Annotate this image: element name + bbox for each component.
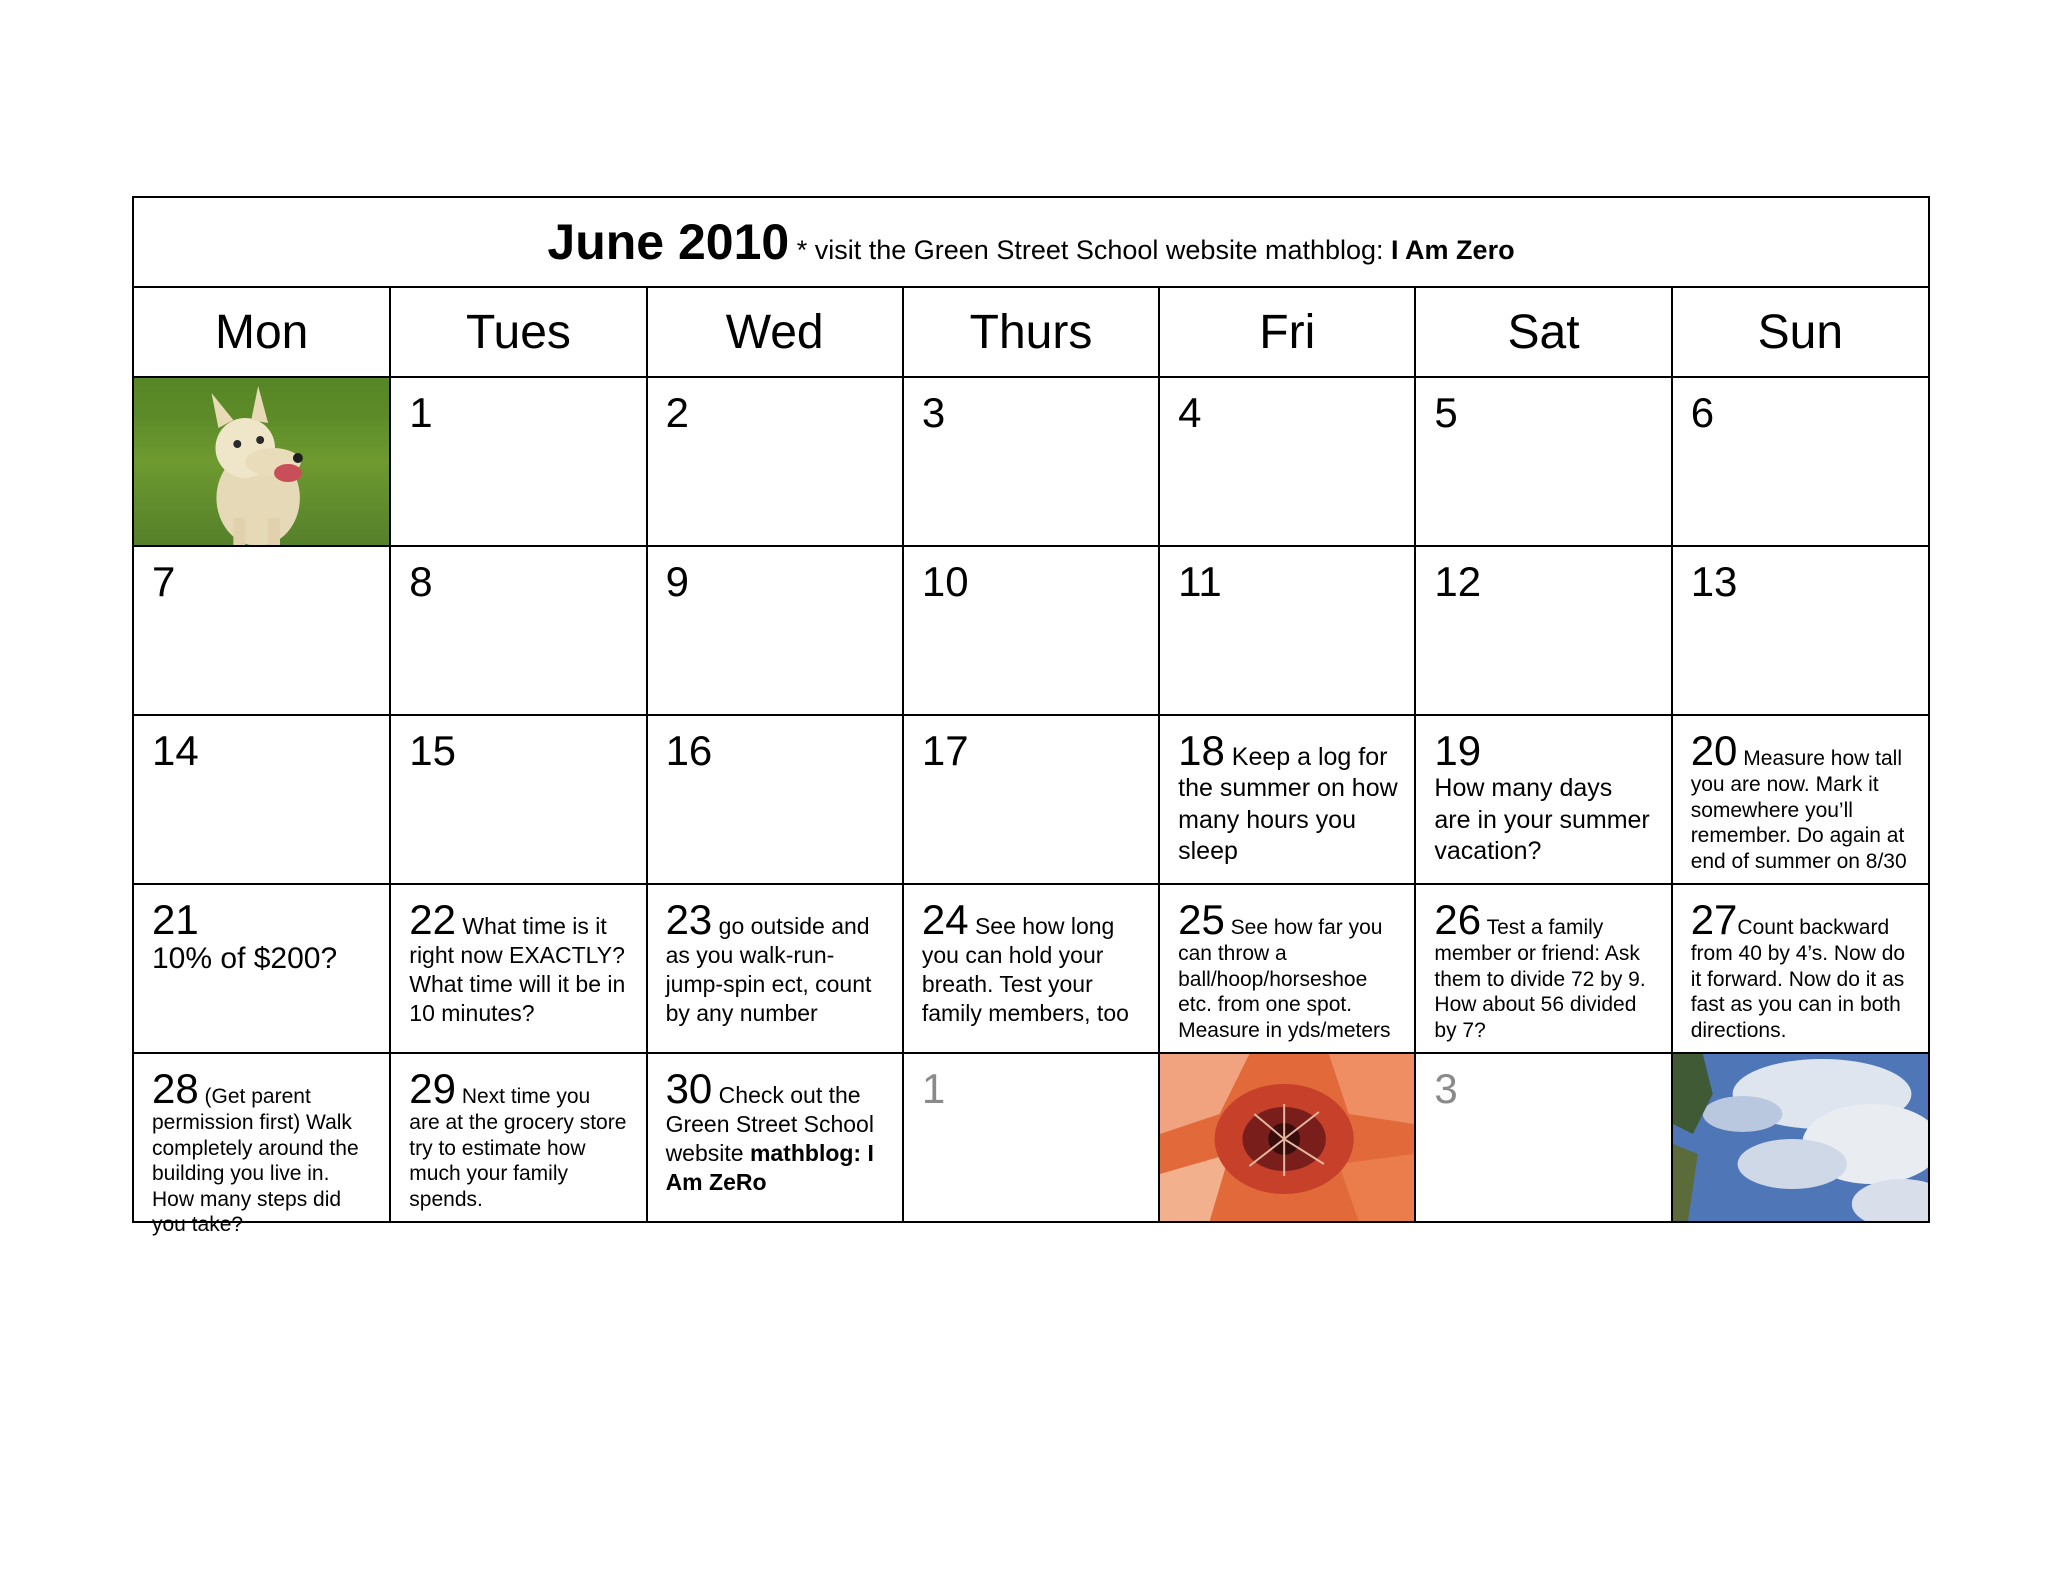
activity-note: Count backward bbox=[1737, 916, 1890, 939]
activity-note: right now EXACTLY? What time will it be in 10 minutes? bbox=[409, 942, 626, 1026]
day-number: 17 bbox=[921, 727, 969, 774]
day-number: 7 bbox=[152, 558, 176, 605]
day-cell bbox=[133, 715, 390, 884]
day-number: 14 bbox=[152, 727, 199, 774]
activity-note: Test a family bbox=[1481, 916, 1604, 939]
day-cell bbox=[1672, 546, 1929, 715]
day-number: 16 bbox=[665, 727, 713, 774]
activity-note: you can hold your breath. Test your family members, too bbox=[921, 942, 1129, 1026]
day-cell bbox=[1672, 715, 1929, 884]
activity-note: How many days are in your summer vacation? bbox=[1434, 774, 1650, 865]
blog-name: I Am Zero bbox=[1391, 235, 1515, 265]
activity-note: Measure how tall bbox=[1737, 747, 1902, 770]
day-cell bbox=[1159, 377, 1415, 546]
day-cell-next-month bbox=[1415, 1053, 1671, 1222]
activity-note: as you walk-run-jump-spin ect, count by any number bbox=[665, 942, 872, 1026]
dog-photo-cell bbox=[133, 377, 390, 546]
day-cell bbox=[133, 1053, 390, 1237]
day-number: 2 bbox=[665, 389, 689, 436]
activity-note: the summer on how many hours you sleep bbox=[1178, 774, 1398, 865]
day-number: 27 bbox=[1690, 896, 1738, 943]
day-number: 15 bbox=[409, 727, 456, 774]
day-cell bbox=[647, 884, 903, 1053]
day-number: 3 bbox=[921, 389, 946, 436]
day-cell bbox=[1159, 546, 1415, 715]
day-cell bbox=[390, 377, 646, 546]
activity-note: are at the grocery store try to estimate how much your family spends. bbox=[409, 1111, 627, 1211]
day-cell bbox=[133, 884, 390, 1053]
activity-note: Check out the bbox=[712, 1082, 861, 1108]
day-cell bbox=[1672, 884, 1929, 1053]
day-cell bbox=[1159, 884, 1415, 1053]
activity-note: permission first) Walk completely around the building you live in. How many steps did you take? bbox=[152, 1111, 359, 1237]
day-number: 29 bbox=[409, 1065, 456, 1112]
activity-note: 10% of $200? bbox=[152, 942, 338, 975]
weekday-tues: Tues bbox=[390, 287, 646, 377]
activity-note: go outside and bbox=[712, 913, 870, 939]
day-cell bbox=[903, 546, 1159, 715]
day-cell bbox=[1159, 715, 1415, 884]
title-note: * visit the Green Street School website mathblog: bbox=[789, 235, 1392, 265]
day-number: 19 bbox=[1434, 727, 1482, 774]
calendar bbox=[132, 196, 1930, 1237]
day-number: 13 bbox=[1690, 558, 1738, 605]
activity-note: you are now. Mark it somewhere you’ll remember. Do again at end of summer on 8/30 bbox=[1690, 773, 1907, 873]
day-cell bbox=[133, 546, 390, 715]
calendar-title bbox=[133, 197, 1929, 287]
weekday-wed: Wed bbox=[647, 287, 903, 377]
calendar-table bbox=[132, 196, 1930, 1237]
flower-photo-cell bbox=[1159, 1053, 1415, 1222]
weekday-thurs: Thurs bbox=[903, 287, 1159, 377]
day-number: 24 bbox=[921, 896, 969, 943]
day-number: 18 bbox=[1178, 727, 1225, 774]
weekday-mon: Mon bbox=[133, 287, 390, 377]
day-cell bbox=[647, 715, 903, 884]
day-cell bbox=[647, 546, 903, 715]
activity-note: (Get parent bbox=[198, 1085, 311, 1108]
activity-note: can throw a ball/hoop/horseshoe etc. from one spot. Measure in yds/meters bbox=[1178, 942, 1391, 1042]
day-cell bbox=[1415, 884, 1671, 1053]
sky-photo bbox=[1673, 1054, 1928, 1221]
blog-link-text: mathblog: I Am ZeRo bbox=[665, 1139, 874, 1195]
activity-note: See how long bbox=[968, 913, 1115, 939]
activity-note: member or friend: Ask them to divide 72 by 9. How about 56 divided by 7? bbox=[1434, 942, 1646, 1042]
day-number: 1 bbox=[921, 1065, 946, 1112]
weekday-sat: Sat bbox=[1415, 287, 1671, 377]
day-cell bbox=[1415, 715, 1671, 884]
day-number: 21 bbox=[152, 896, 199, 943]
day-cell bbox=[647, 377, 903, 546]
day-number: 23 bbox=[665, 896, 713, 943]
activity-note: from 40 by 4’s. Now do it forward. Now do it as fast as you can in both directions. bbox=[1690, 942, 1906, 1042]
day-number: 3 bbox=[1434, 1065, 1458, 1112]
day-number: 26 bbox=[1434, 896, 1482, 943]
day-number: 25 bbox=[1178, 896, 1225, 943]
day-cell bbox=[1415, 377, 1671, 546]
weekday-fri: Fri bbox=[1159, 287, 1415, 377]
day-cell bbox=[903, 715, 1159, 884]
day-number: 4 bbox=[1178, 389, 1202, 436]
day-cell bbox=[390, 715, 646, 884]
day-number: 1 bbox=[409, 389, 433, 436]
day-number: 6 bbox=[1690, 389, 1715, 436]
day-cell bbox=[390, 884, 646, 1053]
day-number: 11 bbox=[1178, 558, 1222, 605]
day-cell-next-month bbox=[903, 1053, 1159, 1222]
activity-note: See how far you bbox=[1224, 916, 1383, 939]
month-year-title: June 2010 bbox=[547, 214, 790, 270]
day-number: 20 bbox=[1690, 727, 1738, 774]
day-number: 9 bbox=[665, 558, 689, 605]
day-cell bbox=[1415, 546, 1671, 715]
day-cell bbox=[647, 1053, 903, 1222]
sky-photo-cell bbox=[1672, 1053, 1929, 1222]
day-cell bbox=[390, 1053, 646, 1222]
day-number: 12 bbox=[1434, 558, 1482, 605]
day-cell bbox=[1672, 377, 1929, 546]
dog-photo bbox=[134, 378, 389, 545]
day-number: 30 bbox=[665, 1065, 713, 1112]
activity-note: Green Street School website bbox=[665, 1111, 874, 1166]
day-cell bbox=[903, 884, 1159, 1053]
day-cell bbox=[903, 377, 1159, 546]
day-number: 10 bbox=[921, 558, 969, 605]
day-number: 5 bbox=[1434, 389, 1458, 436]
activity-note: Next time you bbox=[456, 1085, 591, 1108]
day-cell bbox=[390, 546, 646, 715]
day-number: 8 bbox=[409, 558, 433, 605]
activity-note: What time is it bbox=[456, 913, 607, 939]
activity-note: Keep a log for bbox=[1224, 743, 1388, 771]
day-number: 28 bbox=[152, 1065, 199, 1112]
day-number: 22 bbox=[409, 896, 456, 943]
weekday-sun: Sun bbox=[1672, 287, 1929, 377]
flower-photo bbox=[1160, 1054, 1414, 1221]
